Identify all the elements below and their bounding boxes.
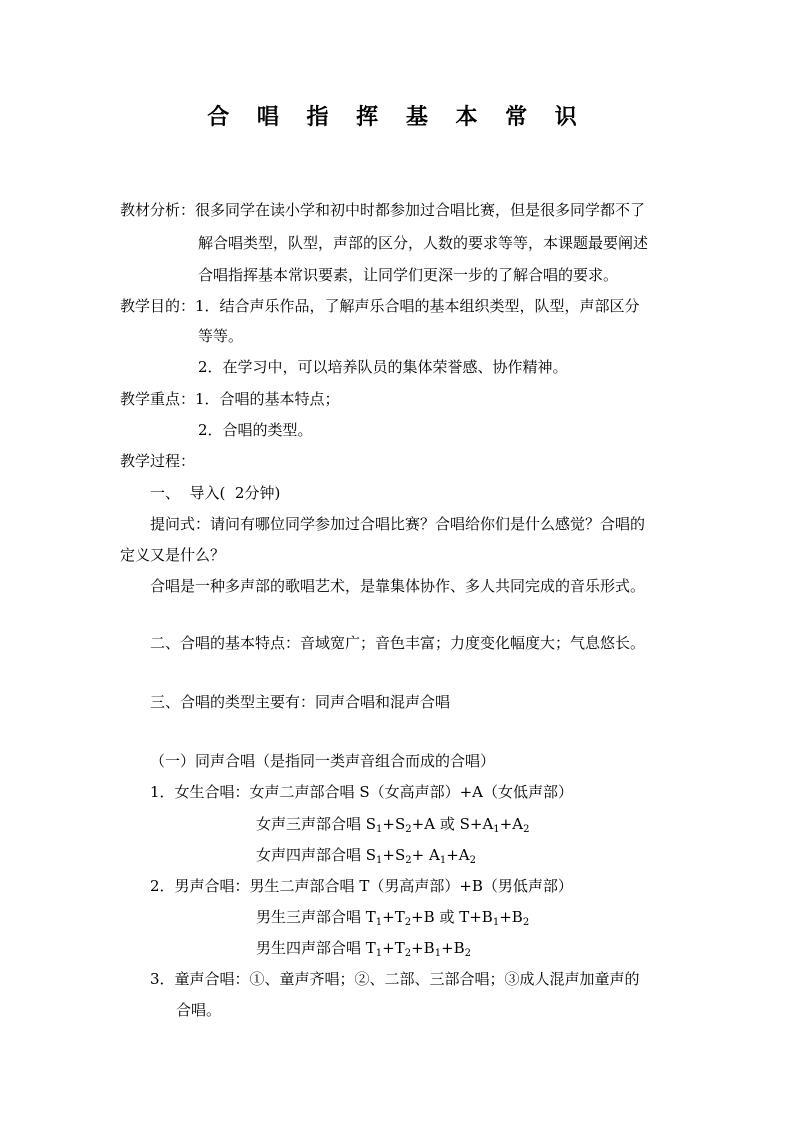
- process-label: 教学过程：: [120, 452, 196, 470]
- female-label: 1．女生合唱：: [150, 783, 250, 801]
- children-line-1: 3．童声合唱：①、童声齐唱；②、二部、三部合唱；③成人混声加童声的: [150, 970, 640, 988]
- keypoints-line-1: [120, 389, 340, 409]
- analysis-line-3: 合唱指挥基本常识要素，让同学们更深一步的了解合唱的要求。: [198, 266, 619, 284]
- female-three-part: 女声三声部合唱 $S_1+S_2+A$ 或 $S+A_1+A_2$: [256, 815, 530, 835]
- analysis-text-1: 很多同学在读小学和初中时都参加过合唱比赛，但是很多同学都不了: [195, 201, 646, 219]
- objectives-item-1: 1．结合声乐作品，了解声乐合唱的基本组织类型，队型，声部区分: [195, 297, 640, 315]
- analysis-label: 教材分析：: [120, 201, 196, 219]
- objectives-item-1-cont: 等等。: [198, 327, 244, 345]
- intro-heading: 一、 导入( 2分钟): [150, 484, 281, 502]
- analysis-line-1: [120, 200, 645, 220]
- objectives-item-2: 2．在学习中，可以培养队员的集体荣誉感、协作精神。: [198, 358, 568, 376]
- objectives-label: 教学目的：: [120, 297, 196, 315]
- question-line-1: 提问式：请问有哪位同学参加过合唱比赛？合唱给你们是什么感觉？合唱的: [150, 515, 646, 533]
- chorus-types: 三、合唱的类型主要有：同声合唱和混声合唱: [150, 693, 451, 711]
- female-four-part: 女声四声部合唱 $S_1+S_2+ A_1+A_2$: [256, 846, 476, 866]
- chorus-definition: 合唱是一种多声部的歌唱艺术，是靠集体协作、多人共同完成的音乐形式。: [150, 577, 646, 595]
- chorus-features: 二、合唱的基本特点：音域宽广；音色丰富；力度变化幅度大；气息悠长。: [150, 634, 646, 652]
- same-voice-heading: （一）同声合唱（是指同一类声音组合而成的合唱）: [150, 752, 496, 770]
- female-two-part: 女声二声部合唱 S（女高声部）+A（女低声部）: [249, 783, 573, 801]
- page-title: 合 唱 指 挥 基 本 常 识: [207, 104, 587, 130]
- keypoints-item-2: 2．合唱的类型。: [198, 421, 313, 439]
- male-label: 2．男声合唱：: [150, 877, 250, 895]
- female-line-1: [150, 782, 573, 802]
- male-line-1: [150, 876, 573, 896]
- question-line-2: 定义又是什么？: [120, 546, 226, 564]
- children-line-2: 合唱。: [176, 1001, 222, 1019]
- male-two-part: 男生二声部合唱 T（男高声部）+B（男低声部）: [249, 877, 573, 895]
- keypoints-label: 教学重点：: [120, 390, 196, 408]
- analysis-line-2: 解合唱类型，队型，声部的区分，人数的要求等等，本课题最要阐述: [198, 234, 649, 252]
- male-four-part: 男生四声部合唱 $T_1+T_2+B_1+B_2$: [256, 939, 472, 959]
- objectives-line-1: [120, 296, 640, 316]
- keypoints-item-1: 1．合唱的基本特点；: [195, 390, 340, 408]
- male-three-part: 男生三声部合唱 $T_1+T_2+B$ 或 $T+B_1+B_2$: [256, 908, 530, 928]
